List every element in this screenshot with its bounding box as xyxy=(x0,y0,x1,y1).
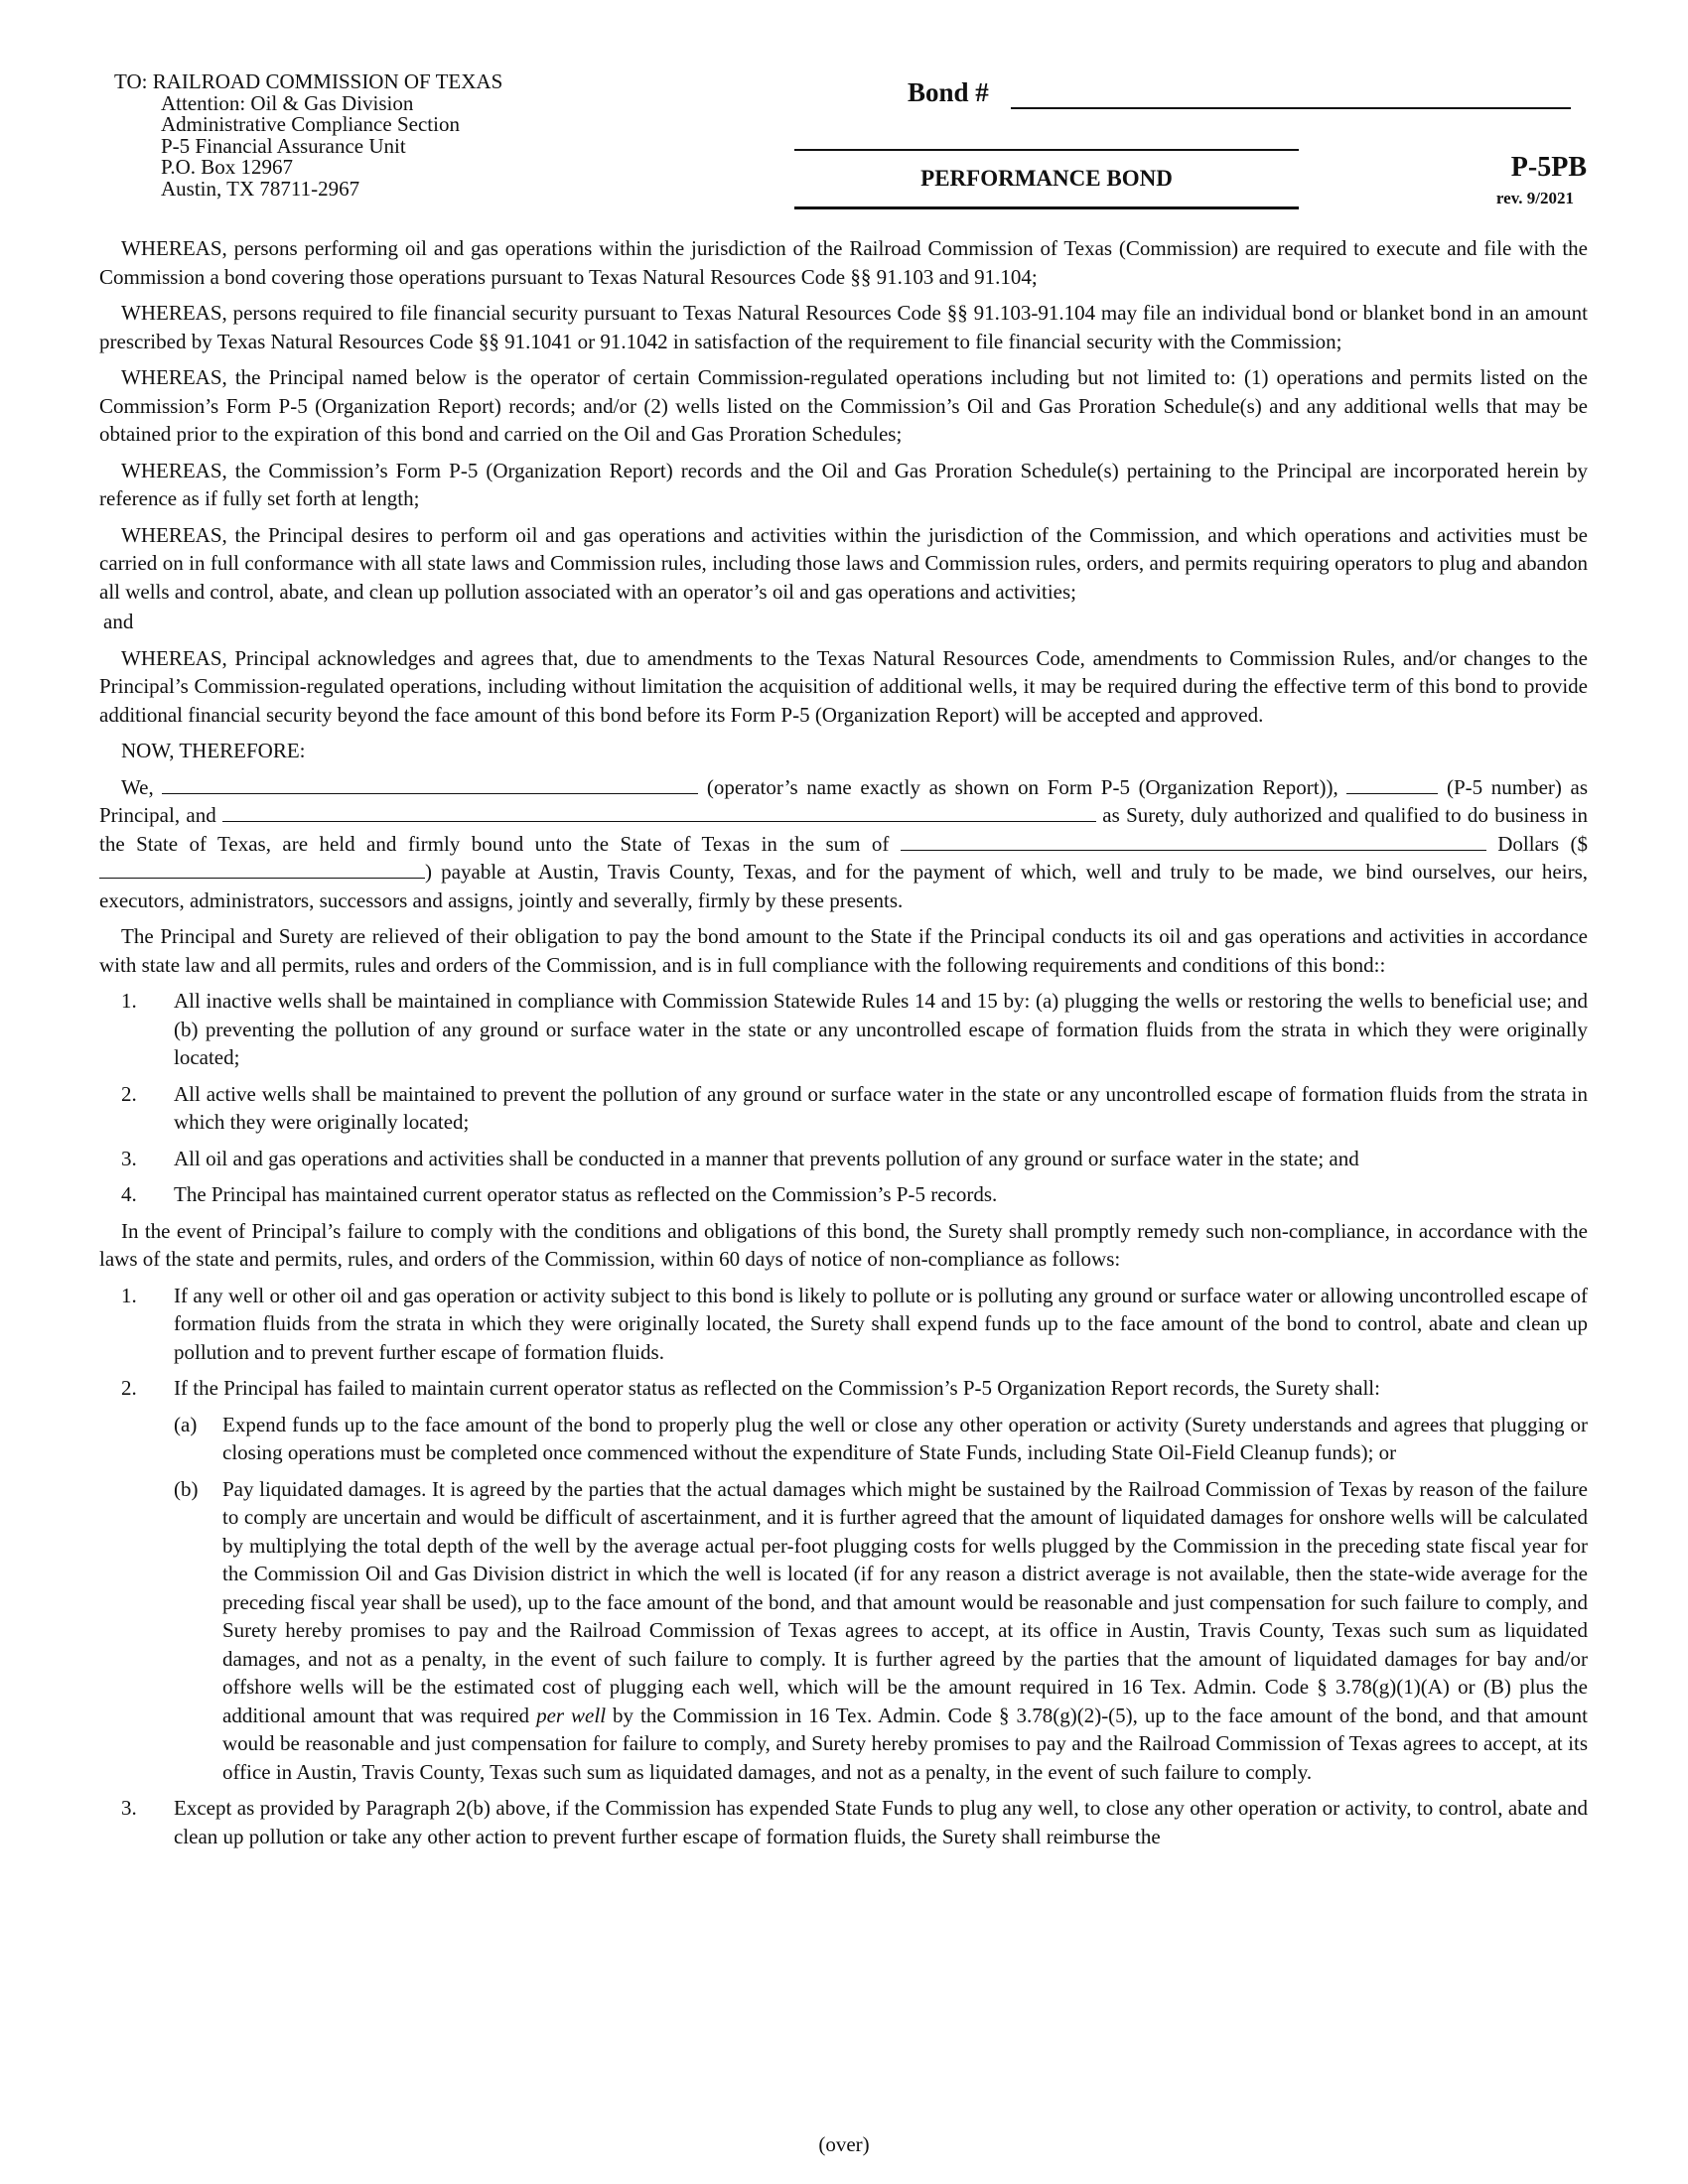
we-label: We, xyxy=(121,774,154,799)
title-rule-bottom xyxy=(794,206,1299,209)
whereas-paragraph: WHEREAS, persons required to file financial security pursuant to Texas Natural Resources Code §§ 91.103-91.104 may file an individual bond or blanket bond in an amount prescribed by Texas Natural Resources Code §§ 91.1041 or 91.1042 in satisfaction of the requirement to file financial security with the Commission; xyxy=(99,301,1588,353)
address-line: P-5 Financial Assurance Unit xyxy=(161,133,406,158)
surety-name-field[interactable] xyxy=(222,803,1096,822)
address-line: P.O. Box 12967 xyxy=(161,155,294,179)
amount-number-field[interactable] xyxy=(99,860,425,879)
condition-number: 4. xyxy=(121,1182,137,1206)
dollars-label: Dollars ($ xyxy=(1485,831,1588,856)
condition-text: All inactive wells shall be maintained in compliance with Commission Statewide Rules 14 and 15 by: (a) plugging the wells or restoring the wells to beneficial use; and (b) preventing the pollution of any ground or surface water in the state or any uncontrolled escape of formation fluids from the strata in which they were originally located; xyxy=(174,989,1588,1069)
whereas-paragraph: WHEREAS, the Principal named below is the operator of certain Commission-regulated operations including but not limited to: (1) operations and permits listed on the Commission’s Form P-5 (Organization Report) records; and/or (2) wells listed on the Commission’s Oil and Gas Proration Schedule(s) and any additional wells that may be obtained prior to the expiration of this bond and carried on the Oil and Gas Proration Schedules; xyxy=(99,365,1588,446)
whereas-paragraph: WHEREAS, Principal acknowledges and agrees that, due to amendments to the Texas Natural Resources Code, amendments to Commission Rules, and/or changes to the Principal’s Commission-regulated operations, including without limitation the acquisition of additional wells, it may be required during the effective term of this bond to provide additional financial security beyond the face amount of this bond before its Form P-5 (Organization Report) will be accepted and approved. xyxy=(99,645,1588,727)
to-line: TO: RAILROAD COMMISSION OF TEXAS xyxy=(114,69,503,93)
condition-number: 3. xyxy=(121,1146,137,1170)
address-line: Administrative Compliance Section xyxy=(161,112,460,136)
remedy-subitem-label: (a) xyxy=(174,1412,198,1436)
document-title: PERFORMANCE BOND xyxy=(920,166,1173,191)
remedy-subitem-text: by the Commission in 16 Tex. Admin. Code § 3.78(g)(2)-(5), up to the face amount of the bond, and that amount would be reasonable and just compensation for failure to comply, and Surety hereby promises to pay and the Railroad Commission of Texas agrees to accept, at its office in Austin, Travis County, Texas such sum as liquidated damages, and not as a penalty, in the event of such failure to comply. xyxy=(222,1703,1588,1784)
condition-item xyxy=(99,1145,1588,1173)
operator-name-field[interactable] xyxy=(162,775,698,794)
remedy-text: If the Principal has failed to maintain current operator status as reflected on the Commission’s P-5 Organization Report records, the Surety shall: xyxy=(174,1376,1380,1400)
address-line: Attention: Oil & Gas Division xyxy=(161,90,414,115)
failure-paragraph: In the event of Principal’s failure to comply with the conditions and obligations of this bond, the Surety shall promptly remedy such non-compliance, in accordance with the laws of the state and permits, rules, and orders of the Commission, within 60 days of notice of non-compliance as follows: xyxy=(99,1218,1588,1271)
condition-item xyxy=(99,1080,1588,1137)
page-footer: (over) xyxy=(818,2132,870,2156)
remedy-subitem-label: (b) xyxy=(174,1476,199,1501)
remedy-item xyxy=(99,1794,1588,1850)
binding-clause xyxy=(99,773,1588,915)
remedy-text: If any well or other oil and gas operation or activity subject to this bond is likely to pollute or is polluting any ground or surface water or allowing uncontrolled escape of formation fluids from the strata in which they were originally located, the Surety shall expend funds up to the face amount of the bond to control, abate and clean up pollution and to prevent further escape of formation fluids. xyxy=(174,1283,1588,1364)
condition-item xyxy=(99,1180,1588,1209)
p5-number-field[interactable] xyxy=(1346,775,1438,794)
bond-number-field[interactable] xyxy=(1011,107,1571,109)
document-body xyxy=(99,234,1588,1858)
remedy-item xyxy=(99,1374,1588,1403)
condition-text: All active wells shall be maintained to prevent the pollution of any ground or surface water in the state or any uncontrolled escape of formation fluids from the strata in which they were originally located; xyxy=(174,1081,1588,1134)
remedy-subitem-text: Expend funds up to the face amount of the bond to properly plug the well or close any other operation or activity (Surety understands and agrees that plugging or closing operations must be completed once commenced without the expenditure of State Funds, including State Oil-Field Cleanup funds); or xyxy=(222,1412,1588,1464)
condition-number: 2. xyxy=(121,1081,137,1106)
relief-paragraph: The Principal and Surety are relieved of their obligation to pay the bond amount to the State if the Principal conducts its oil and gas operations and activities in accordance with state law and all permits, rules and orders of the Commission, and is in full compliance with the following requirements and conditions of this bond:: xyxy=(99,924,1588,977)
p5-note: (P-5 number) as Principal, and xyxy=(99,774,1589,827)
now-therefore: NOW, THEREFORE: xyxy=(121,739,306,762)
condition-text: The Principal has maintained current operator status as reflected on the Commission’s P-5 records. xyxy=(174,1182,998,1206)
remedy-item xyxy=(99,1282,1588,1367)
remedy-number: 3. xyxy=(121,1796,137,1820)
condition-text: All oil and gas operations and activities shall be conducted in a manner that prevents pollution of any ground or surface water in the state; and xyxy=(174,1146,1359,1170)
remedy-subitem xyxy=(99,1475,1588,1787)
condition-number: 1. xyxy=(121,989,137,1013)
address-line: Austin, TX 78711-2967 xyxy=(161,176,360,201)
and-word: and xyxy=(103,610,134,633)
condition-item xyxy=(99,987,1588,1072)
bond-number-label: Bond # xyxy=(908,77,989,107)
remedy-text: Except as provided by Paragraph 2(b) above, if the Commission has expended State Funds to plug any well, to close any other operation or activity, to control, abate and clean up pollution or take any other action to prevent further escape of formation fluids, the Surety shall reimburse the xyxy=(174,1796,1588,1848)
whereas-paragraph: WHEREAS, persons performing oil and gas operations within the jurisdiction of the Railroad Commission of Texas (Commission) are required to execute and file with the Commission a bond covering those operations pursuant to Texas Natural Resources Code §§ 91.103 and 91.104; xyxy=(99,236,1588,289)
remedy-subitem xyxy=(99,1411,1588,1467)
form-code: P-5PB xyxy=(1510,152,1587,183)
remedy-subitem-text: Pay liquidated damages. It is agreed by the parties that the actual damages which might be sustained by the Railroad Commission of Texas by reason of the failure to comply are uncertain and would be difficult of ascertainment, and it is further agreed that the amount of liquidated damages for onshore wells will be calculated by multiplying the total depth of the well by the average actual per-foot plugging costs for wells plugged by the Commission in the preceding state fiscal year for the Commission Oil and Gas Division district in which the well is located (if for any reason a district average is not available, then the state-wide average for the preceding fiscal year shall be used), up to the face amount of the bond, and that amount would be reasonable and just compensation for such failure to comply, and Surety hereby promises to pay and the Railroad Commission of Texas agrees to accept, at its office in Austin, Travis County, Texas such sum as liquidated damages, and not as a penalty, in the event of such failure to comply. It is further agreed by the parties that the amount of liquidated damages for bay and/or offshore wells will be the estimated cost of plugging each well, which will be the amount required in 16 Tex. Admin. Code § 3.78(g)(1)(A) or (B) plus the additional amount that was required xyxy=(222,1476,1588,1727)
operator-note: (operator’s name exactly as shown on Form P-5 (Organization Report)), xyxy=(698,774,1347,799)
form-revision: rev. 9/2021 xyxy=(1495,189,1574,207)
title-rule-top xyxy=(794,149,1299,151)
per-well-emphasis: per well xyxy=(536,1703,607,1727)
payable-note: ) payable at Austin, Travis County, Texas, and for the payment of which, well and truly to be made, we bind ourselves, our heirs, executors, administrators, successors and assigns, jointly and severally, firmly by these presents. xyxy=(99,860,1588,912)
whereas-paragraph: WHEREAS, the Commission’s Form P-5 (Organization Report) records and the Oil and Gas Proration Schedule(s) pertaining to the Principal are incorporated herein by reference as if fully set forth at length; xyxy=(99,458,1588,510)
address-block xyxy=(114,71,502,200)
surety-note: as Surety, duly authorized and qualified to do business in the State of Texas, are held and firmly bound unto the State of Texas in the sum of xyxy=(99,803,1589,856)
remedy-number: 2. xyxy=(121,1376,137,1400)
remedy-number: 1. xyxy=(121,1283,137,1307)
amount-words-field[interactable] xyxy=(901,832,1486,851)
whereas-paragraph: WHEREAS, the Principal desires to perform oil and gas operations and activities within the jurisdiction of the Commission, and which operations and activities must be carried on in full conformance with all state laws and Commission rules, including those laws and Commission rules, orders, and permits requiring operators to plug and abandon all wells and control, abate, and clean up pollution associated with an operator’s oil and gas operations and activities; xyxy=(99,522,1588,604)
